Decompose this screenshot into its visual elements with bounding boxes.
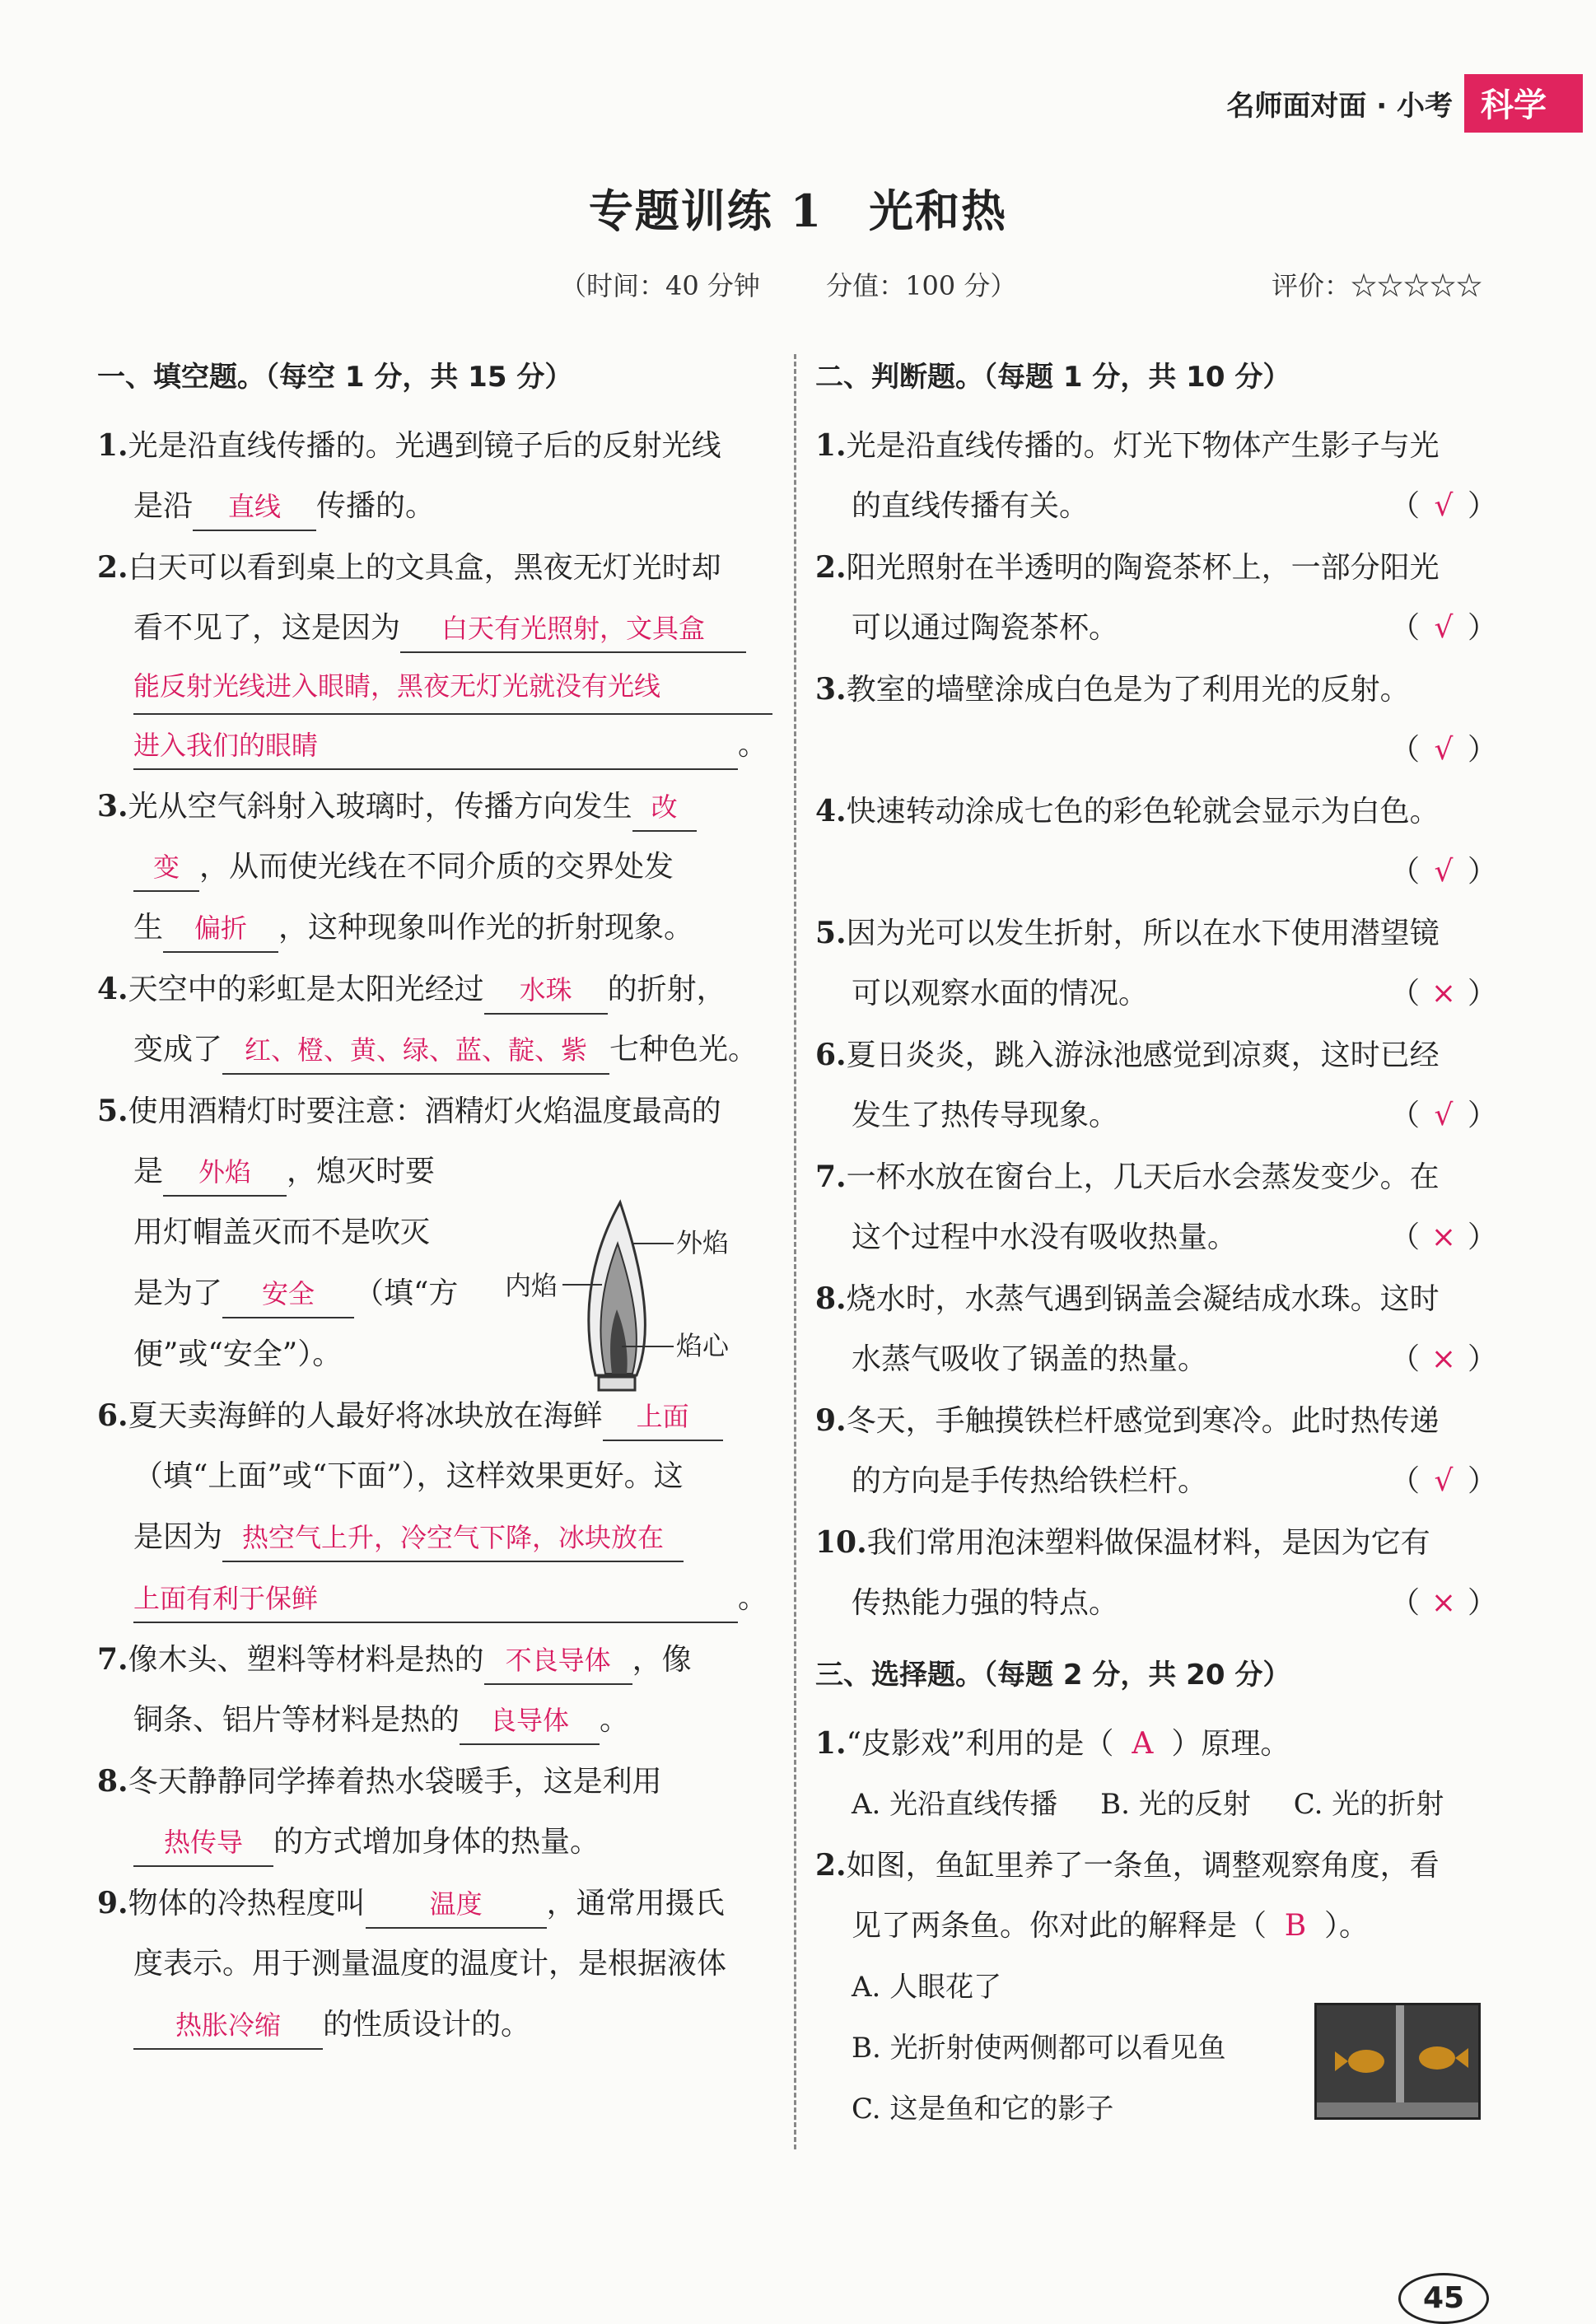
choice-answer: B bbox=[1284, 1909, 1307, 1943]
judge-question-line: 1.光是沿直线传播的。灯光下物体产生影子与光 bbox=[815, 428, 1440, 463]
answer-blank: 水珠 bbox=[484, 967, 608, 1015]
flame-core-label: 焰心 bbox=[676, 1330, 730, 1361]
judgement-bracket: （ × ） bbox=[1390, 1329, 1497, 1390]
question-line: 见了两条鱼。你对此的解释是（ B ）。 bbox=[815, 1896, 1497, 1957]
question-line: 是 外焰 ，熄灭时要 bbox=[97, 1141, 772, 1202]
option: C. 这是鱼和它的影子 bbox=[852, 2093, 1114, 2126]
answer-blank: 白天有光照射，文具盒 bbox=[400, 605, 746, 653]
subject-badge: 科学 bbox=[1464, 74, 1583, 133]
judgement-mark: × bbox=[1430, 1220, 1457, 1254]
judgement-bracket: （ √ ） bbox=[1390, 842, 1497, 903]
question-line: 度表示。用于测量温度的温度计，是根据液体 bbox=[133, 1947, 727, 1981]
left-column bbox=[97, 354, 772, 2056]
question-line: 铜条、铝片等材料是热的 良导体 。 bbox=[97, 1690, 772, 1751]
judge-question-line: 8.烧水时，水蒸气遇到锅盖会凝结成水珠。这时 bbox=[815, 1281, 1440, 1316]
question-line: 9.物体的冷热程度叫 温度 ，通常用摄氏 bbox=[97, 1873, 772, 1934]
page-number: 45 bbox=[1398, 2273, 1489, 2324]
question-line: 5.使用酒精灯时要注意：酒精灯火焰温度最高的 bbox=[97, 1094, 721, 1128]
judge-question-line: 7.一杯水放在窗台上，几天后水会蒸发变少。在 bbox=[815, 1160, 1440, 1194]
option: A. 光沿直线传播 bbox=[852, 1788, 1058, 1821]
judge-question-line: 这个过程中水没有吸收热量。 （ × ） bbox=[815, 1207, 1497, 1268]
judgement-mark: √ bbox=[1434, 855, 1454, 889]
judgement-mark: √ bbox=[1434, 1464, 1454, 1498]
judgement-bracket: （ √ ） bbox=[1390, 476, 1497, 537]
question-line: 4.天空中的彩虹是太阳光经过 水珠 的折射， bbox=[97, 959, 772, 1020]
column-divider bbox=[794, 354, 796, 2149]
question-line: 是为了 安全 （填“方 bbox=[97, 1263, 772, 1324]
answer-blank: 不良导体 bbox=[484, 1637, 632, 1685]
judge-list bbox=[815, 415, 1497, 1634]
right-column bbox=[815, 354, 1497, 2140]
question-line: 1.光是沿直线传播的。光遇到镜子后的反射光线 bbox=[97, 428, 721, 463]
section-title: 一、填空题。（每空 1 分，共 15 分） bbox=[97, 361, 573, 394]
header-brand bbox=[1226, 74, 1583, 133]
answer-blank: 偏折 bbox=[163, 905, 278, 953]
question-line: 7.像木头、塑料等材料是热的 不良导体 ，像 bbox=[97, 1629, 772, 1690]
judge-question-line: 可以观察水面的情况。 （ × ） bbox=[815, 964, 1497, 1024]
answer-line: 能反射光线进入眼睛，黑夜无灯光就没有光线 bbox=[133, 659, 772, 715]
judge-question-line: 4.快速转动涂成七色的彩色轮就会显示为白色。 bbox=[815, 794, 1440, 828]
option: B. 光折射使两侧都可以看见鱼 bbox=[852, 2032, 1226, 2065]
question-line: 热胀冷缩 的性质设计的。 bbox=[97, 1995, 772, 2056]
meta-line bbox=[560, 265, 1074, 303]
judge-question-line: 6.夏日炎炎，跳入游泳池感觉到凉爽，这时已经 bbox=[815, 1038, 1440, 1072]
section-title: 三、选择题。（每题 2 分，共 20 分） bbox=[815, 1659, 1291, 1692]
judgement-bracket: （ × ） bbox=[1390, 1573, 1497, 1634]
question-line: 用灯帽盖灭而不是吹灭 bbox=[133, 1216, 431, 1249]
question-line: 1.“皮影戏”利用的是（ A ）原理。 bbox=[815, 1713, 1497, 1774]
judgement-bracket: （ √ ） bbox=[1390, 720, 1497, 781]
judgement-bracket: （ √ ） bbox=[1390, 1085, 1497, 1146]
answer-blank: 改 bbox=[632, 784, 697, 832]
judge-question-line: 3.教室的墙壁涂成白色是为了利用光的反射。 bbox=[815, 672, 1410, 707]
answer-blank: 变 bbox=[133, 844, 199, 892]
judge-question-line bbox=[815, 720, 1497, 781]
judgement-bracket: （ √ ） bbox=[1390, 598, 1497, 659]
answer-blank: 良导体 bbox=[460, 1697, 600, 1745]
judgement-mark: √ bbox=[1434, 733, 1454, 767]
question-line: 生 偏折 ，这种现象叫作光的折射现象。 bbox=[97, 898, 772, 959]
alcohol-lamp-flame-diagram bbox=[505, 1186, 760, 1433]
judge-question-line: 5.因为光可以发生折射，所以在水下使用潜望镜 bbox=[815, 916, 1440, 950]
judge-question-line: 发生了热传导现象。 （ √ ） bbox=[815, 1085, 1497, 1146]
outer-flame-label: 外焰 bbox=[676, 1227, 730, 1258]
judge-question-line: 10.我们常用泡沫塑料做保温材料，是因为它有 bbox=[815, 1525, 1430, 1560]
answer-blank: 上面 bbox=[603, 1393, 723, 1441]
judge-question-line bbox=[815, 842, 1497, 903]
judge-question-line: 的直线传播有关。 （ √ ） bbox=[815, 476, 1497, 537]
judgement-bracket: （ × ） bbox=[1390, 1207, 1497, 1268]
judge-question-line: 的方向是手传热给铁栏杆。 （ √ ） bbox=[815, 1451, 1497, 1512]
judgement-bracket: （ √ ） bbox=[1390, 1451, 1497, 1512]
judgement-mark: √ bbox=[1434, 611, 1454, 645]
question-line: 2.如图，鱼缸里养了一条鱼，调整观察角度，看 bbox=[815, 1848, 1440, 1883]
question-line: 3.光从空气斜射入玻璃时，传播方向发生 改 bbox=[97, 776, 772, 837]
answer-blank: 外焰 bbox=[163, 1149, 287, 1197]
question-line: 便”或“安全”）。 bbox=[133, 1337, 343, 1371]
question-line: 8.冬天静静同学捧着热水袋暖手，这是利用 bbox=[97, 1764, 662, 1799]
question-line: 上面有利于保鲜 。 bbox=[97, 1568, 772, 1629]
score-info: 分值：100 分） bbox=[826, 270, 1017, 301]
question-line: 变 ，从而使光线在不同介质的交界处发 bbox=[97, 837, 772, 898]
fish-tank-illustration bbox=[1317, 2005, 1478, 2117]
answer-blank: 上面有利于保鲜 bbox=[133, 1575, 738, 1623]
answer-blank: 安全 bbox=[222, 1271, 354, 1318]
choice-answer: A bbox=[1132, 1727, 1154, 1761]
question-line: 热传导 的方式增加身体的热量。 bbox=[97, 1812, 772, 1873]
question-line: （填“上面”或“下面”），这样效果更好。这 bbox=[133, 1459, 684, 1493]
judgement-mark: √ bbox=[1434, 489, 1454, 523]
judgement-bracket: （ × ） bbox=[1390, 964, 1497, 1024]
judge-question-line: 传热能力强的特点。 （ × ） bbox=[815, 1573, 1497, 1634]
question-line: 2.白天可以看到桌上的文具盒，黑夜无灯光时却 bbox=[97, 550, 721, 585]
answer-blank: 热胀冷缩 bbox=[133, 2002, 323, 2050]
answer-blank: 热传导 bbox=[133, 1819, 273, 1867]
judgement-mark: × bbox=[1430, 1342, 1457, 1376]
brand-text: 名师面对面 · 小考 bbox=[1226, 90, 1453, 123]
question-line: 是沿 直线 传播的。 bbox=[97, 476, 772, 537]
judgement-mark: × bbox=[1430, 977, 1457, 1010]
option: A. 人眼花了 bbox=[852, 1971, 1002, 2004]
judge-question-line: 水蒸气吸收了锅盖的热量。 （ × ） bbox=[815, 1329, 1497, 1390]
answer-blank: 热空气上升，冷空气下降，冰块放在 bbox=[222, 1514, 684, 1562]
option: C. 光的折射 bbox=[1293, 1788, 1444, 1821]
option: B. 光的反射 bbox=[1100, 1788, 1251, 1821]
answer-blank: 直线 bbox=[193, 483, 316, 531]
answer-blank: 温度 bbox=[366, 1881, 547, 1929]
answer-blank: 红、橙、黄、绿、蓝、靛、紫 bbox=[222, 1027, 609, 1075]
judge-question-line: 可以通过陶瓷茶杯。 （ √ ） bbox=[815, 598, 1497, 659]
question-line: 是因为 热空气上升，冷空气下降，冰块放在 bbox=[97, 1507, 772, 1568]
judgement-mark: × bbox=[1430, 1586, 1457, 1620]
time-info: （时间：40 分钟 bbox=[560, 270, 760, 301]
judgement-mark: √ bbox=[1434, 1099, 1454, 1132]
flame-figure bbox=[505, 1186, 760, 1433]
rating: 评价：☆☆☆☆☆ bbox=[1271, 270, 1482, 301]
options-line bbox=[815, 1774, 1497, 1835]
section-title: 二、判断题。（每题 1 分，共 10 分） bbox=[815, 361, 1291, 394]
question-line: 看不见了，这是因为 白天有光照射，文具盒 bbox=[97, 598, 772, 659]
fish-tank-image bbox=[1314, 2003, 1481, 2120]
question-line: 进入我们的眼睛 。 bbox=[97, 715, 772, 776]
inner-flame-label: 内焰 bbox=[505, 1270, 558, 1301]
judge-question-line: 9.冬天，手触摸铁栏杆感觉到寒冷。此时热传递 bbox=[815, 1403, 1440, 1438]
question-line: 变成了 红、橙、黄、绿、蓝、靛、紫 七种色光。 bbox=[97, 1020, 772, 1080]
question-line: 6.夏天卖海鲜的人最好将冰块放在海鲜 上面 bbox=[97, 1385, 772, 1446]
answer-blank: 进入我们的眼睛 bbox=[133, 722, 738, 770]
judge-question-line: 2.阳光照射在半透明的陶瓷茶杯上，一部分阳光 bbox=[815, 550, 1440, 585]
page-title: 专题训练 1 光和热 bbox=[588, 184, 1008, 237]
